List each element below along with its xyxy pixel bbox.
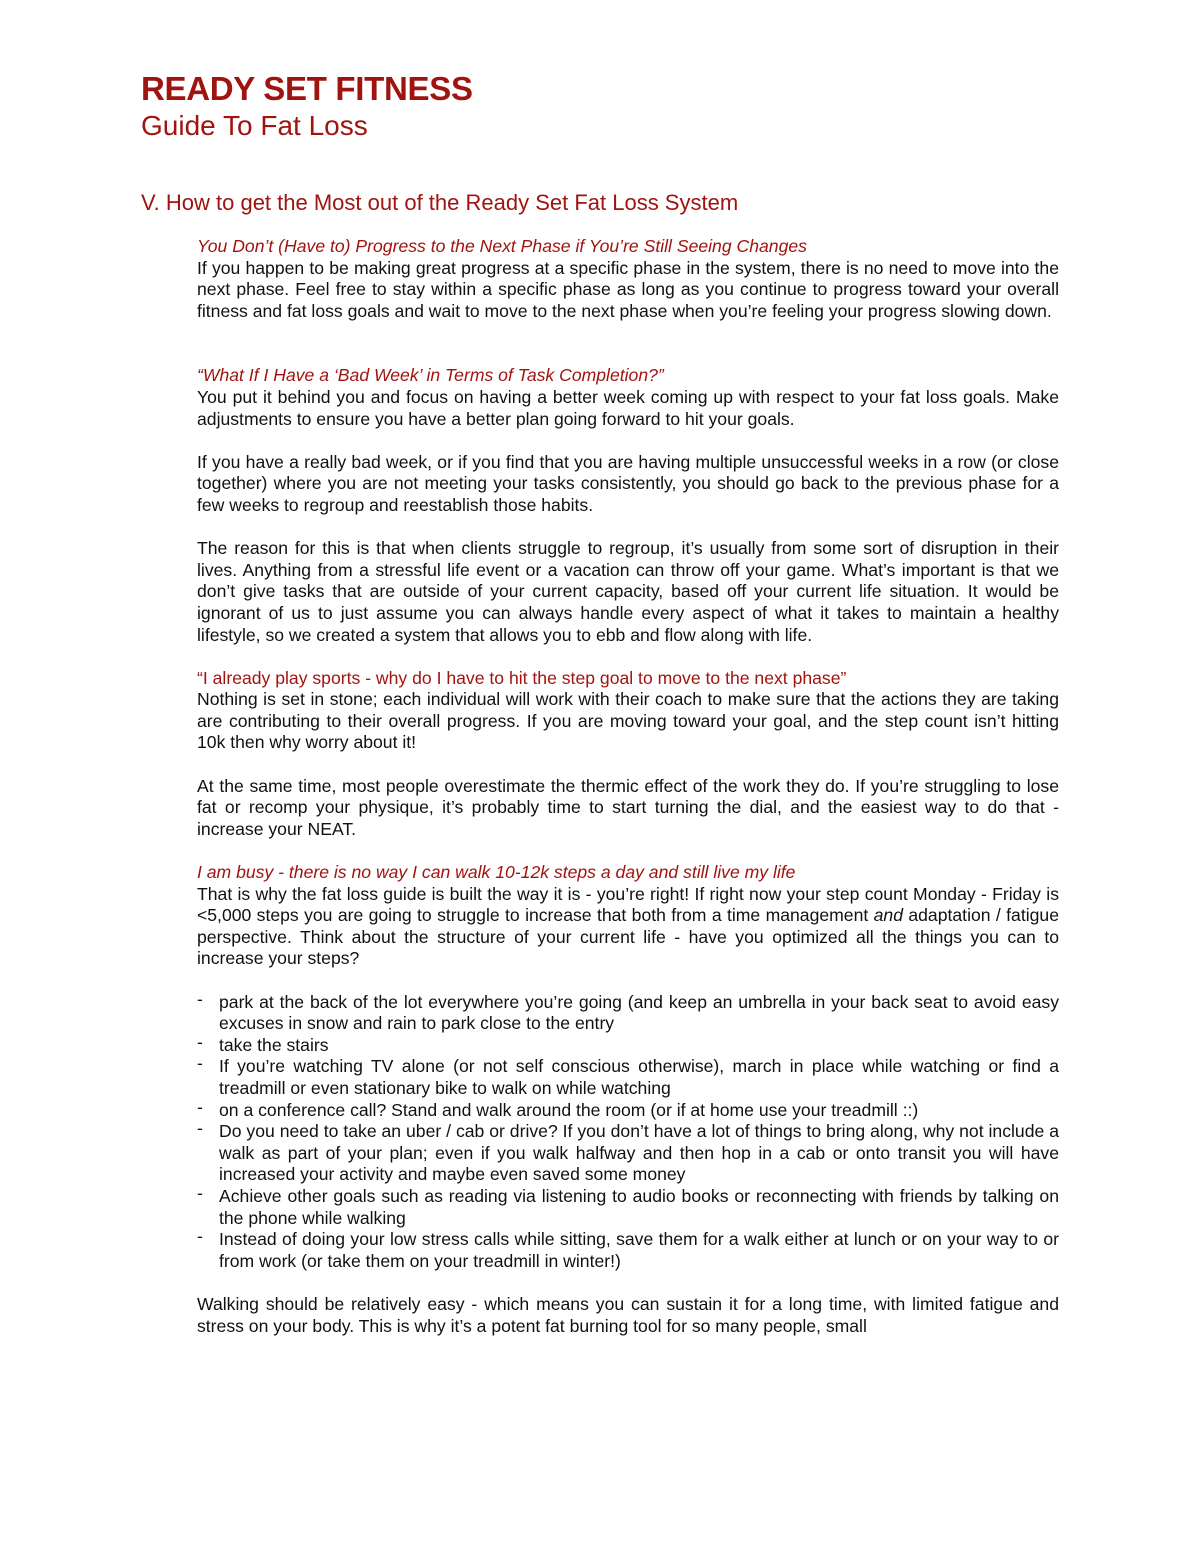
emphasis-text: and — [873, 905, 903, 926]
paragraph: Nothing is set in stone; each individual will work with their coach to make sure that the actions they are taking are contributing to their overall progress. If you are moving toward your goal, and the step count isn’t hitting 10k then why worry about it! — [197, 689, 1059, 753]
subheading-sports: “I already play sports - why do I have to hit the step goal to move to the next phase” — [197, 667, 847, 688]
paragraph — [197, 884, 1059, 970]
step-tips-list — [197, 988, 1059, 1273]
brand-title: READY SET FITNESS — [141, 70, 473, 107]
dash-marker: - — [197, 1118, 203, 1139]
list-item — [197, 1118, 1059, 1186]
section-body — [197, 236, 1059, 1337]
subheading-bad-week: “What If I Have a ‘Bad Week’ in Terms of Task Completion?” — [197, 365, 664, 386]
paragraph-text: adaptation / fatigue perspective. Think about the structure of your current life - have you optimized all the things you can to increase your steps? — [197, 905, 1059, 969]
paragraph: The reason for this is that when clients struggle to regroup, it’s usually from some sort of disruption in their lives. Anything from a stressful life event or a vacation can throw off your game. What’s important is that we don’t give tasks that are outside of your current capacity, based off your current life situation. It would be ignorant of us to just assume you can always handle every aspect of what it takes to maintain a healthy lifestyle, so we created a system that allows you to ebb and flow along with life. — [197, 538, 1059, 645]
list-item — [197, 1031, 1059, 1057]
dash-marker: - — [197, 1226, 203, 1247]
dash-marker: - — [197, 1096, 203, 1117]
subheading-busy: I am busy - there is no way I can walk 10-12k steps a day and still live my life — [197, 862, 796, 883]
list-item-text: Instead of doing your low stress calls while sitting, save them for a walk either at lunch or on your way to or from work (or take them on your treadmill in winter!) — [219, 1229, 1059, 1271]
list-item — [197, 1226, 1059, 1272]
section-heading: V. How to get the Most out of the Ready Set Fat Loss System — [141, 190, 739, 215]
dash-marker: - — [197, 1182, 203, 1203]
list-item-text: Do you need to take an uber / cab or drive? If you don’t have a lot of things to bring along, why not include a walk as part of your plan; even if you walk halfway and then hop in a cab or onto transit you will have increased your activity and maybe even saved some money — [219, 1121, 1059, 1185]
list-item — [197, 1182, 1059, 1229]
list-item — [197, 1096, 1059, 1122]
list-item-text: park at the back of the lot everywhere you’re going (and keep an umbrella in your back seat to avoid easy excuses in snow and rain to park close to the entry — [219, 991, 1059, 1034]
dash-marker: - — [197, 1053, 203, 1074]
paragraph-text: That is why the fat loss guide is built the way it is - you’re right! If right now your step count Monday - Friday is <5,000 steps you are going to struggle to increase that both from a time management — [197, 883, 1059, 926]
list-item — [197, 988, 1059, 1035]
list-item-text: Achieve other goals such as reading via listening to audio books or reconnecting with friends by talking on the phone while walking — [219, 1185, 1059, 1228]
paragraph: If you have a really bad week, or if you find that you are having multiple unsuccessful weeks in a row (or close together) where you are not meeting your tasks consistently, you should go back to the previous phase for a few weeks to regroup and reestablish those habits. — [197, 451, 1059, 515]
paragraph: At the same time, most people overestimate the thermic effect of the work they do. If you’re struggling to lose fat or recomp your physique, it’s probably time to start turning the dial, and the easiest way to do that - increase your NEAT. — [197, 775, 1059, 839]
dash-marker: - — [197, 988, 203, 1009]
list-item-text: take the stairs — [219, 1034, 329, 1055]
paragraph: Walking should be relatively easy - which means you can sustain it for a long time, with limited fatigue and stress on your body. This is why it’s a potent fat burning tool for so many people, small — [197, 1293, 1059, 1336]
list-item — [197, 1053, 1059, 1099]
list-item-text: If you’re watching TV alone (or not self conscious otherwise), march in place while watching or find a treadmill or even stationary bike to walk on while watching — [219, 1056, 1059, 1098]
paragraph: If you happen to be making great progress at a specific phase in the system, there is no need to move into the next phase. Feel free to stay within a specific phase as long as you continue to progress toward your overall fitness and fat loss goals and wait to move to the next phase when you’re feeling your progress slowing down. — [197, 257, 1059, 321]
guide-subtitle: Guide To Fat Loss — [141, 110, 368, 141]
dash-marker: - — [197, 1031, 203, 1052]
list-item-text: on a conference call? Stand and walk around the room (or if at home use your treadmill ::) — [219, 1099, 919, 1120]
paragraph: You put it behind you and focus on having a better week coming up with respect to your fat loss goals. Make adjustments to ensure you have a better plan going forward to hit your goals. — [197, 386, 1059, 429]
subheading-progress: You Don’t (Have to) Progress to the Next Phase if You’re Still Seeing Changes — [197, 236, 807, 256]
